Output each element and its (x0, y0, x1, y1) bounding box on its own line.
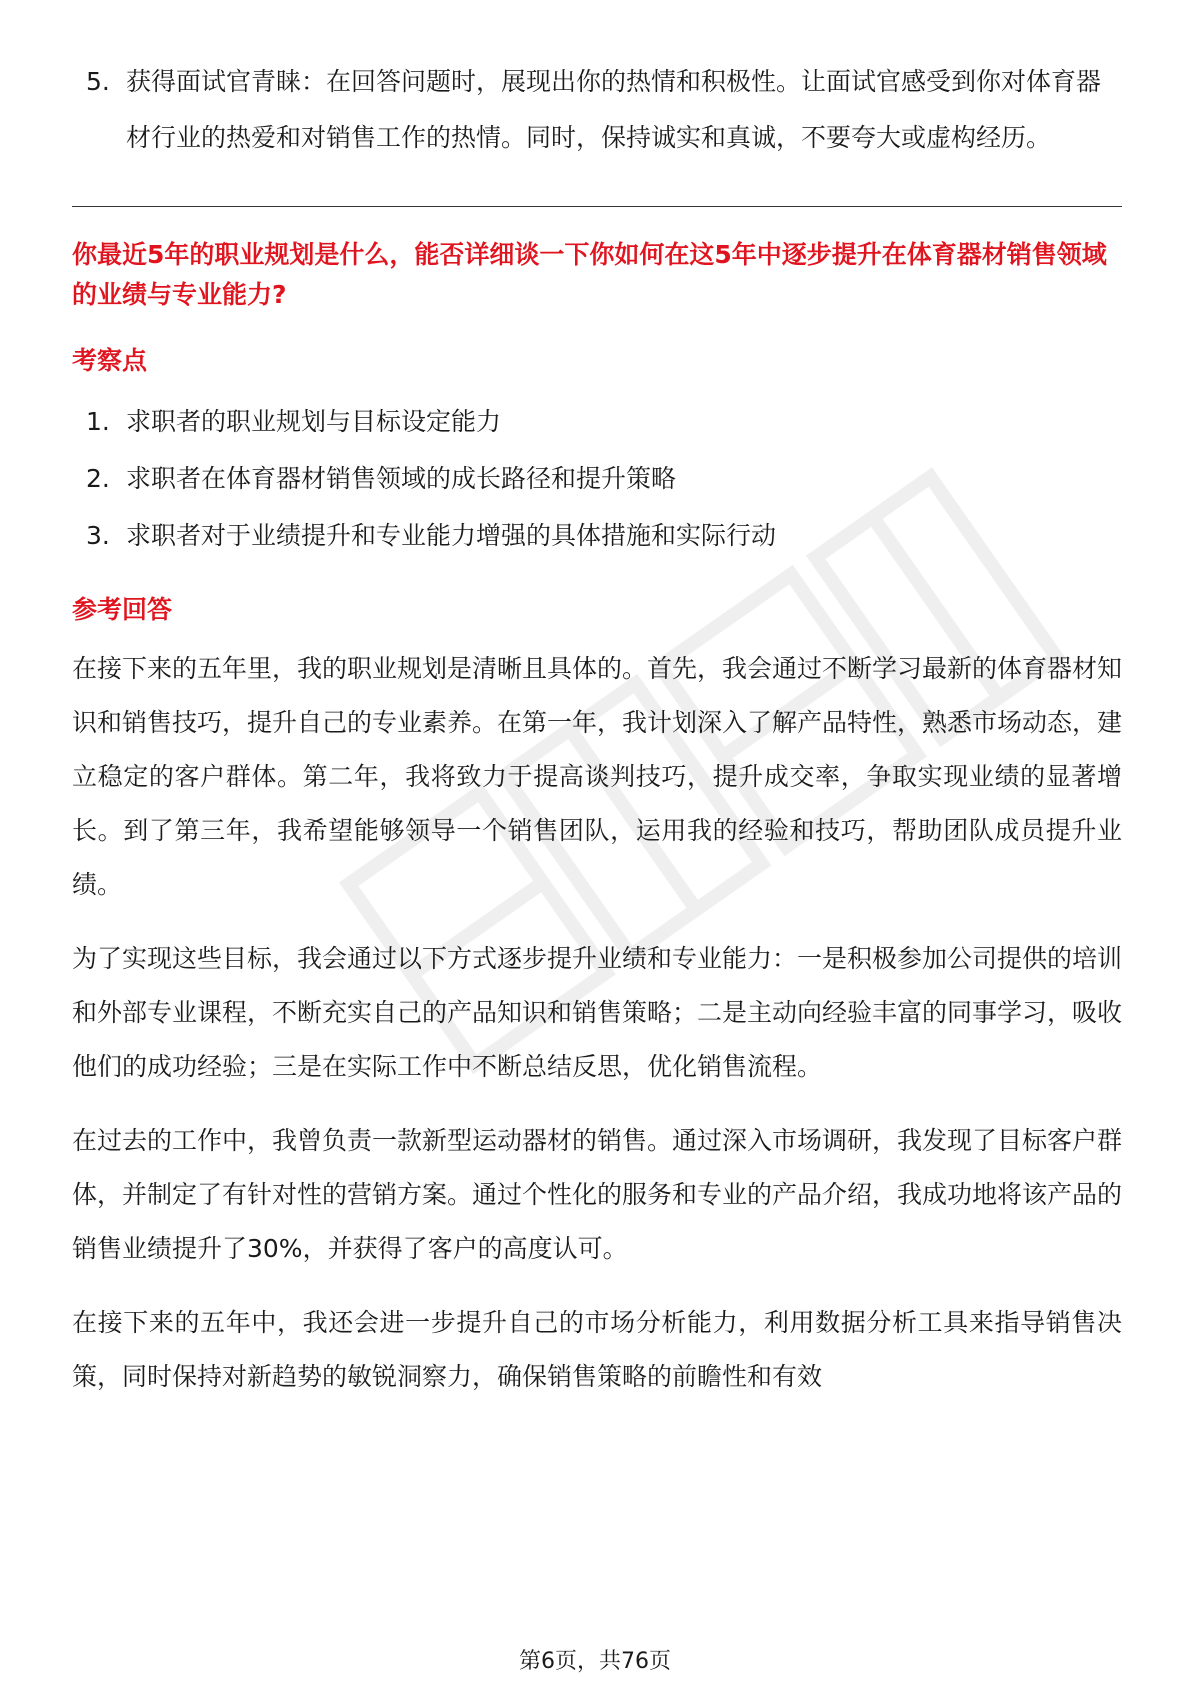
list-item (72, 450, 1122, 507)
list-item (72, 393, 1122, 450)
list-item (72, 507, 1122, 564)
page-footer: 第6页，共76页 (519, 1649, 671, 1674)
list-item-number: 2. (86, 464, 110, 493)
list-item-number: 3. (86, 521, 110, 550)
list-item (72, 54, 1122, 166)
answer-paragraph: 在接下来的五年里，我的职业规划是清晰且具体的。首先，我会通过不断学习最新的体育器材知识和销售技巧，提升自己的专业素养。在第一年，我计划深入了解产品特性，熟悉市场动态，建立稳定的客户群体。第二年，我将致力于提高谈判技巧，提升成交率，争取实现业绩的显著增长。到了第三年，我希望能够领导一个销售团队，运用我的经验和技巧，帮助团队成员提升业绩。 (72, 654, 1123, 899)
criteria-heading: 考察点 (72, 346, 148, 375)
answer-paragraph: 在接下来的五年中，我还会进一步提升自己的市场分析能力，利用数据分析工具来指导销售决策，同时保持对新趋势的敏锐洞察力，确保销售策略的前瞻性和有效 (72, 1308, 1122, 1391)
content-area (72, 54, 1122, 1424)
list-item-text: 求职者的职业规划与目标设定能力 (126, 407, 502, 436)
intro-list (72, 54, 1122, 166)
list-item-number: 1. (86, 407, 110, 436)
section-divider (72, 206, 1122, 207)
question-title: 你最近5年的职业规划是什么，能否详细谈一下你如何在这5年中逐步提升在体育器材销售领域的业绩与专业能力? (72, 240, 1107, 309)
criteria-list (72, 393, 1122, 564)
answer-paragraph: 为了实现这些目标，我会通过以下方式逐步提升业绩和专业能力：一是积极参加公司提供的培训和外部专业课程，不断充实自己的产品知识和销售策略；二是主动向经验丰富的同事学习，吸收他们的成功经验；三是在实际工作中不断总结反思，优化销售流程。 (72, 944, 1123, 1081)
list-item-number: 5. (86, 67, 110, 96)
answer-paragraph: 在过去的工作中，我曾负责一款新型运动器材的销售。通过深入市场调研，我发现了目标客户群体，并制定了有针对性的营销方案。通过个性化的服务和专业的产品介绍，我成功地将该产品的销售业绩提升了30%，并获得了客户的高度认可。 (72, 1126, 1123, 1263)
list-item-text: 求职者对于业绩提升和专业能力增强的具体措施和实际行动 (126, 521, 777, 550)
list-item-text: 获得面试官青睐：在回答问题时，展现出你的热情和积极性。让面试官感受到你对体育器材行业的热爱和对销售工作的热情。同时，保持诚实和真诚，不要夸大或虚构经历。 (126, 67, 1102, 152)
answer-heading: 参考回答 (72, 595, 173, 624)
list-item-text: 求职者在体育器材销售领域的成长路径和提升策略 (126, 464, 677, 493)
